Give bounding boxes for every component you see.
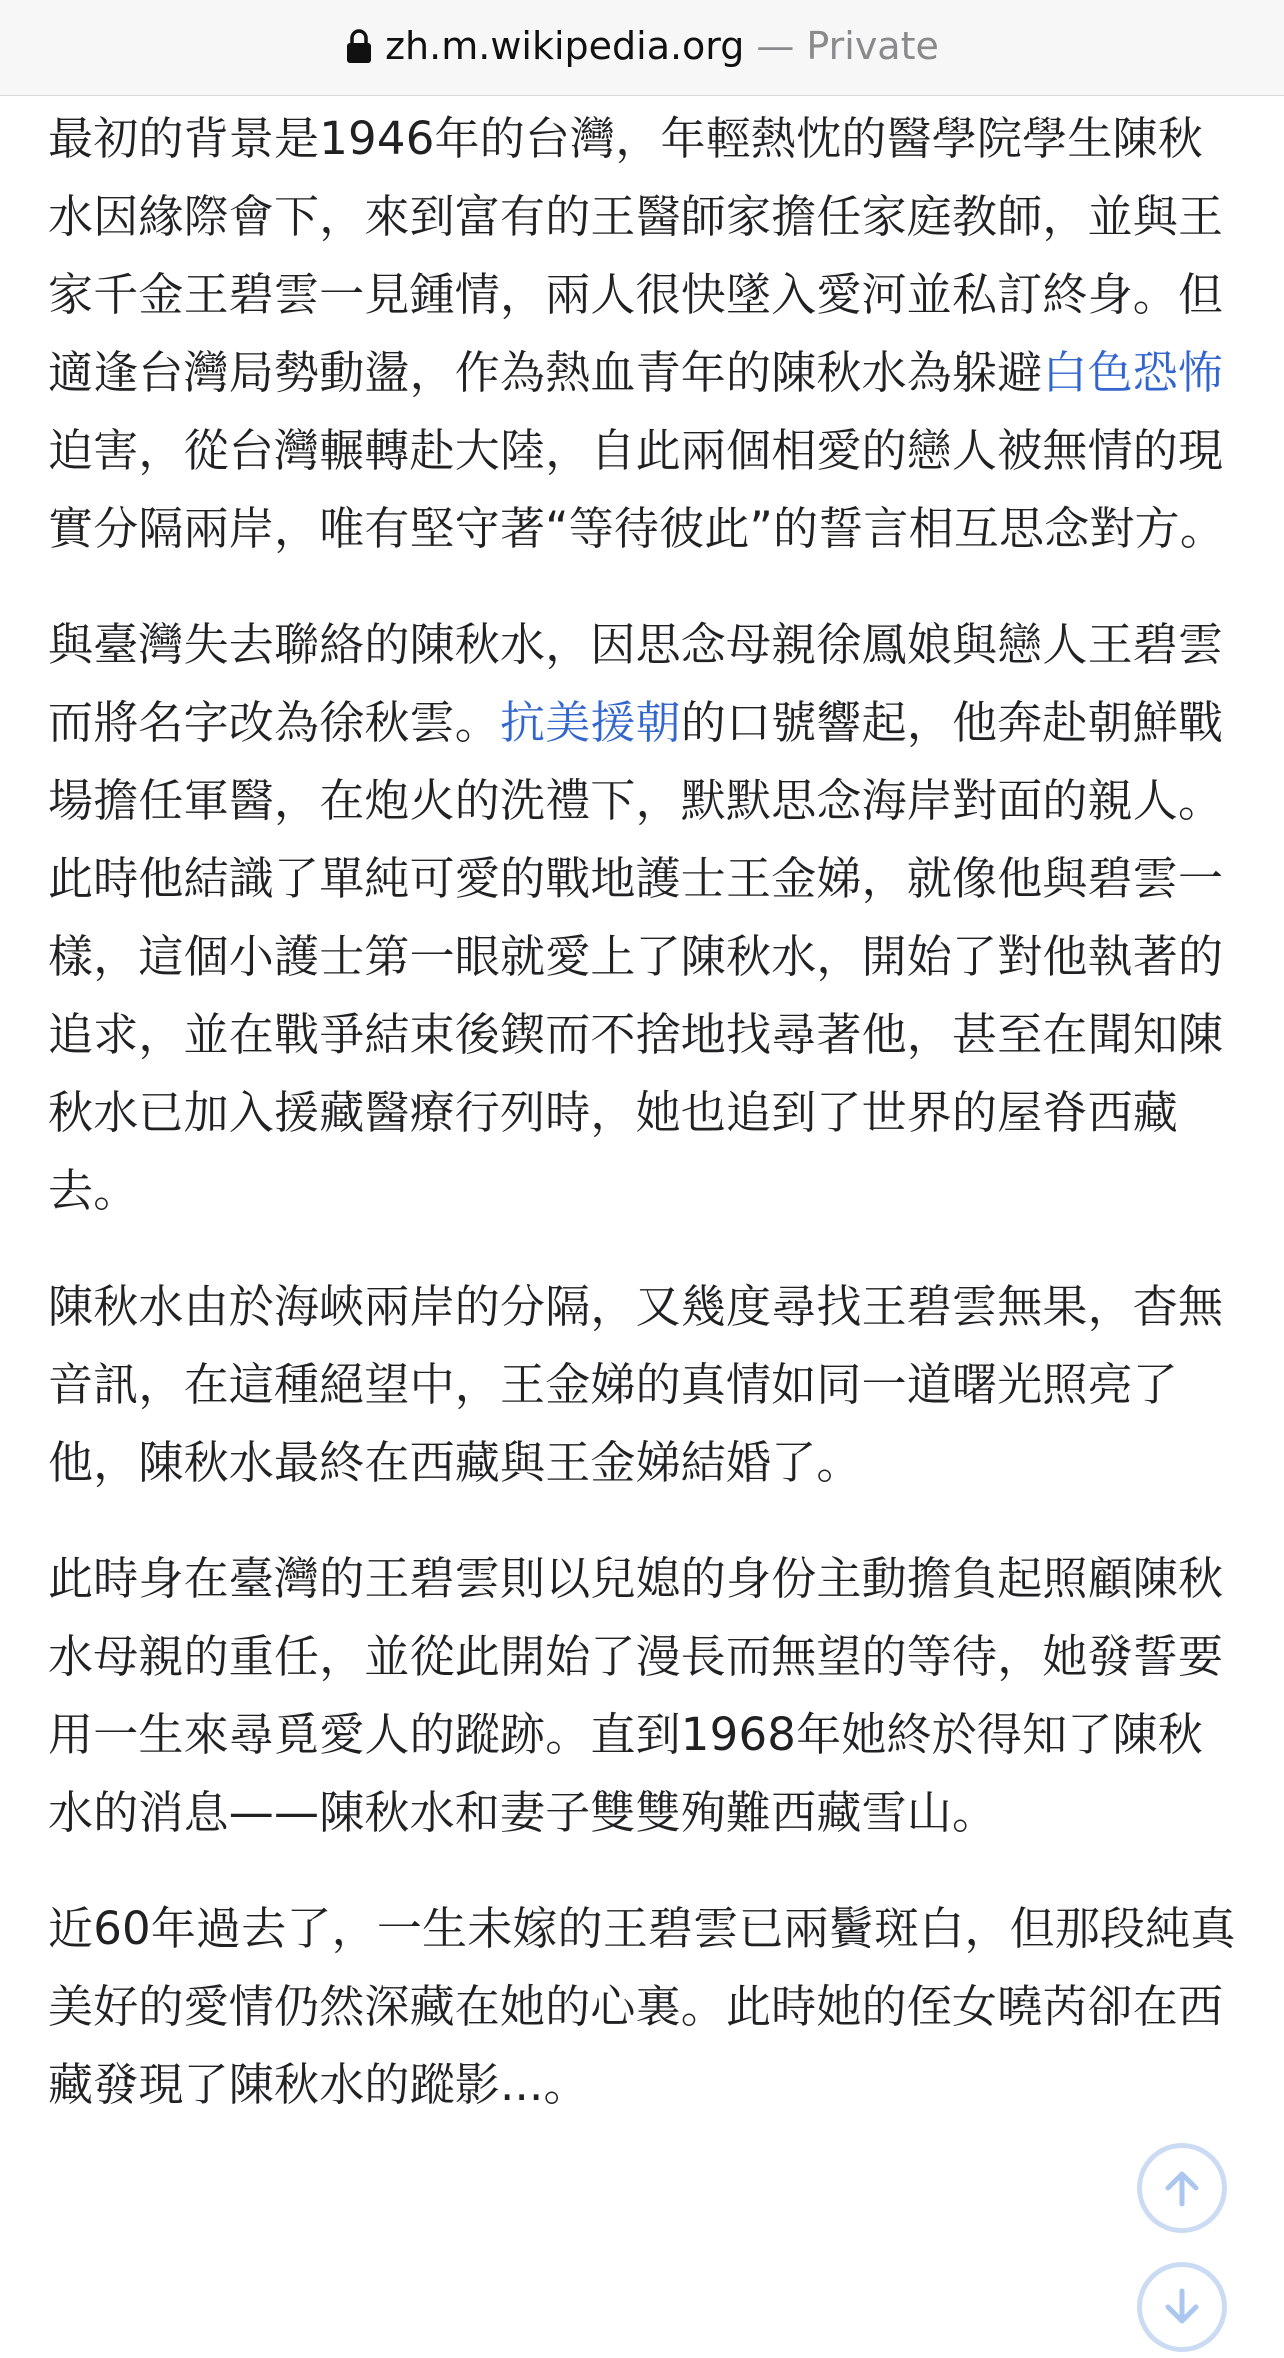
address-display[interactable]: [345, 23, 939, 68]
scroll-down-button[interactable]: [1137, 2262, 1227, 2352]
scroll-up-button[interactable]: [1137, 2143, 1227, 2233]
arrow-up-circle-icon: [1156, 2162, 1208, 2214]
paragraph-3: 陳秋水由於海峽兩岸的分隔，又幾度尋找王碧雲無果，杳無音訊，在這種絕望中，王金娣的真情如同一道曙光照亮了他，陳秋水最終在西藏與王金娣結婚了。: [48, 1280, 1224, 1489]
lock-icon: [345, 27, 373, 65]
browser-address-bar[interactable]: [0, 0, 1284, 96]
paragraph-1-text-b: 迫害，從台灣輾轉赴大陸，自此兩個相愛的戀人被無情的現實分隔兩岸，唯有堅守著“等待彼此”的誓言相互思念對方。: [48, 424, 1226, 555]
paragraph-2-text-b: 的口號響起，他奔赴朝鮮戰場擔任軍醫，在炮火的洗禮下，默默思念海岸對面的親人。此時他結識了單純可愛的戰地護士王金娣，就像他與碧雲一樣，這個小護士第一眼就愛上了陳秋水，開始了對他執著的追求，並在戰爭結束後鍥而不捨地找尋著他，甚至在聞知陳秋水已加入援藏醫療行列時，她也追到了世界的屋脊西藏去。: [48, 696, 1224, 1217]
paragraph-1: [48, 100, 1238, 568]
article-body: [48, 100, 1238, 2162]
paragraph-4: 此時身在臺灣的王碧雲則以兒媳的身份主動擔負起照顧陳秋水母親的重任，並從此開始了漫長而無望的等待，她發誓要用一生來尋覓愛人的蹤跡。直到1968年她終於得知了陳秋水的消息——陳秋水和妻子雙雙殉難西藏雪山。: [48, 1552, 1224, 1839]
arrow-down-circle-icon: [1156, 2281, 1208, 2333]
private-mode-label: Private: [806, 23, 939, 68]
paragraph-2: [48, 606, 1238, 1230]
url-separator: —: [756, 23, 795, 68]
paragraph-5: 近60年過去了，一生未嫁的王碧雲已兩鬢斑白，但那段純真美好的愛情仍然深藏在她的心裏。此時她的侄女曉芮卻在西藏發現了陳秋水的蹤影...。: [48, 1902, 1236, 2111]
paragraph-2-text-a: 與臺灣失去聯絡的陳秋水，因思念母親徐鳳娘與戀人王碧雲而將名字改為徐秋雲。: [48, 618, 1224, 749]
link-white-terror[interactable]: 白色恐怖: [1042, 346, 1224, 399]
link-resist-america-aid-korea[interactable]: 抗美援朝: [500, 696, 681, 749]
url-domain: zh.m.wikipedia.org: [385, 23, 745, 68]
paragraph-1-text-a: 最初的背景是1946年的台灣，年輕熱忱的醫學院學生陳秋水因緣際會下，來到富有的王醫師家擔任家庭教師，並與王家千金王碧雲一見鍾情，兩人很快墜入愛河並私訂終身。但適逢台灣局勢動盪，作為熱血青年的陳秋水為躲避: [48, 112, 1224, 399]
